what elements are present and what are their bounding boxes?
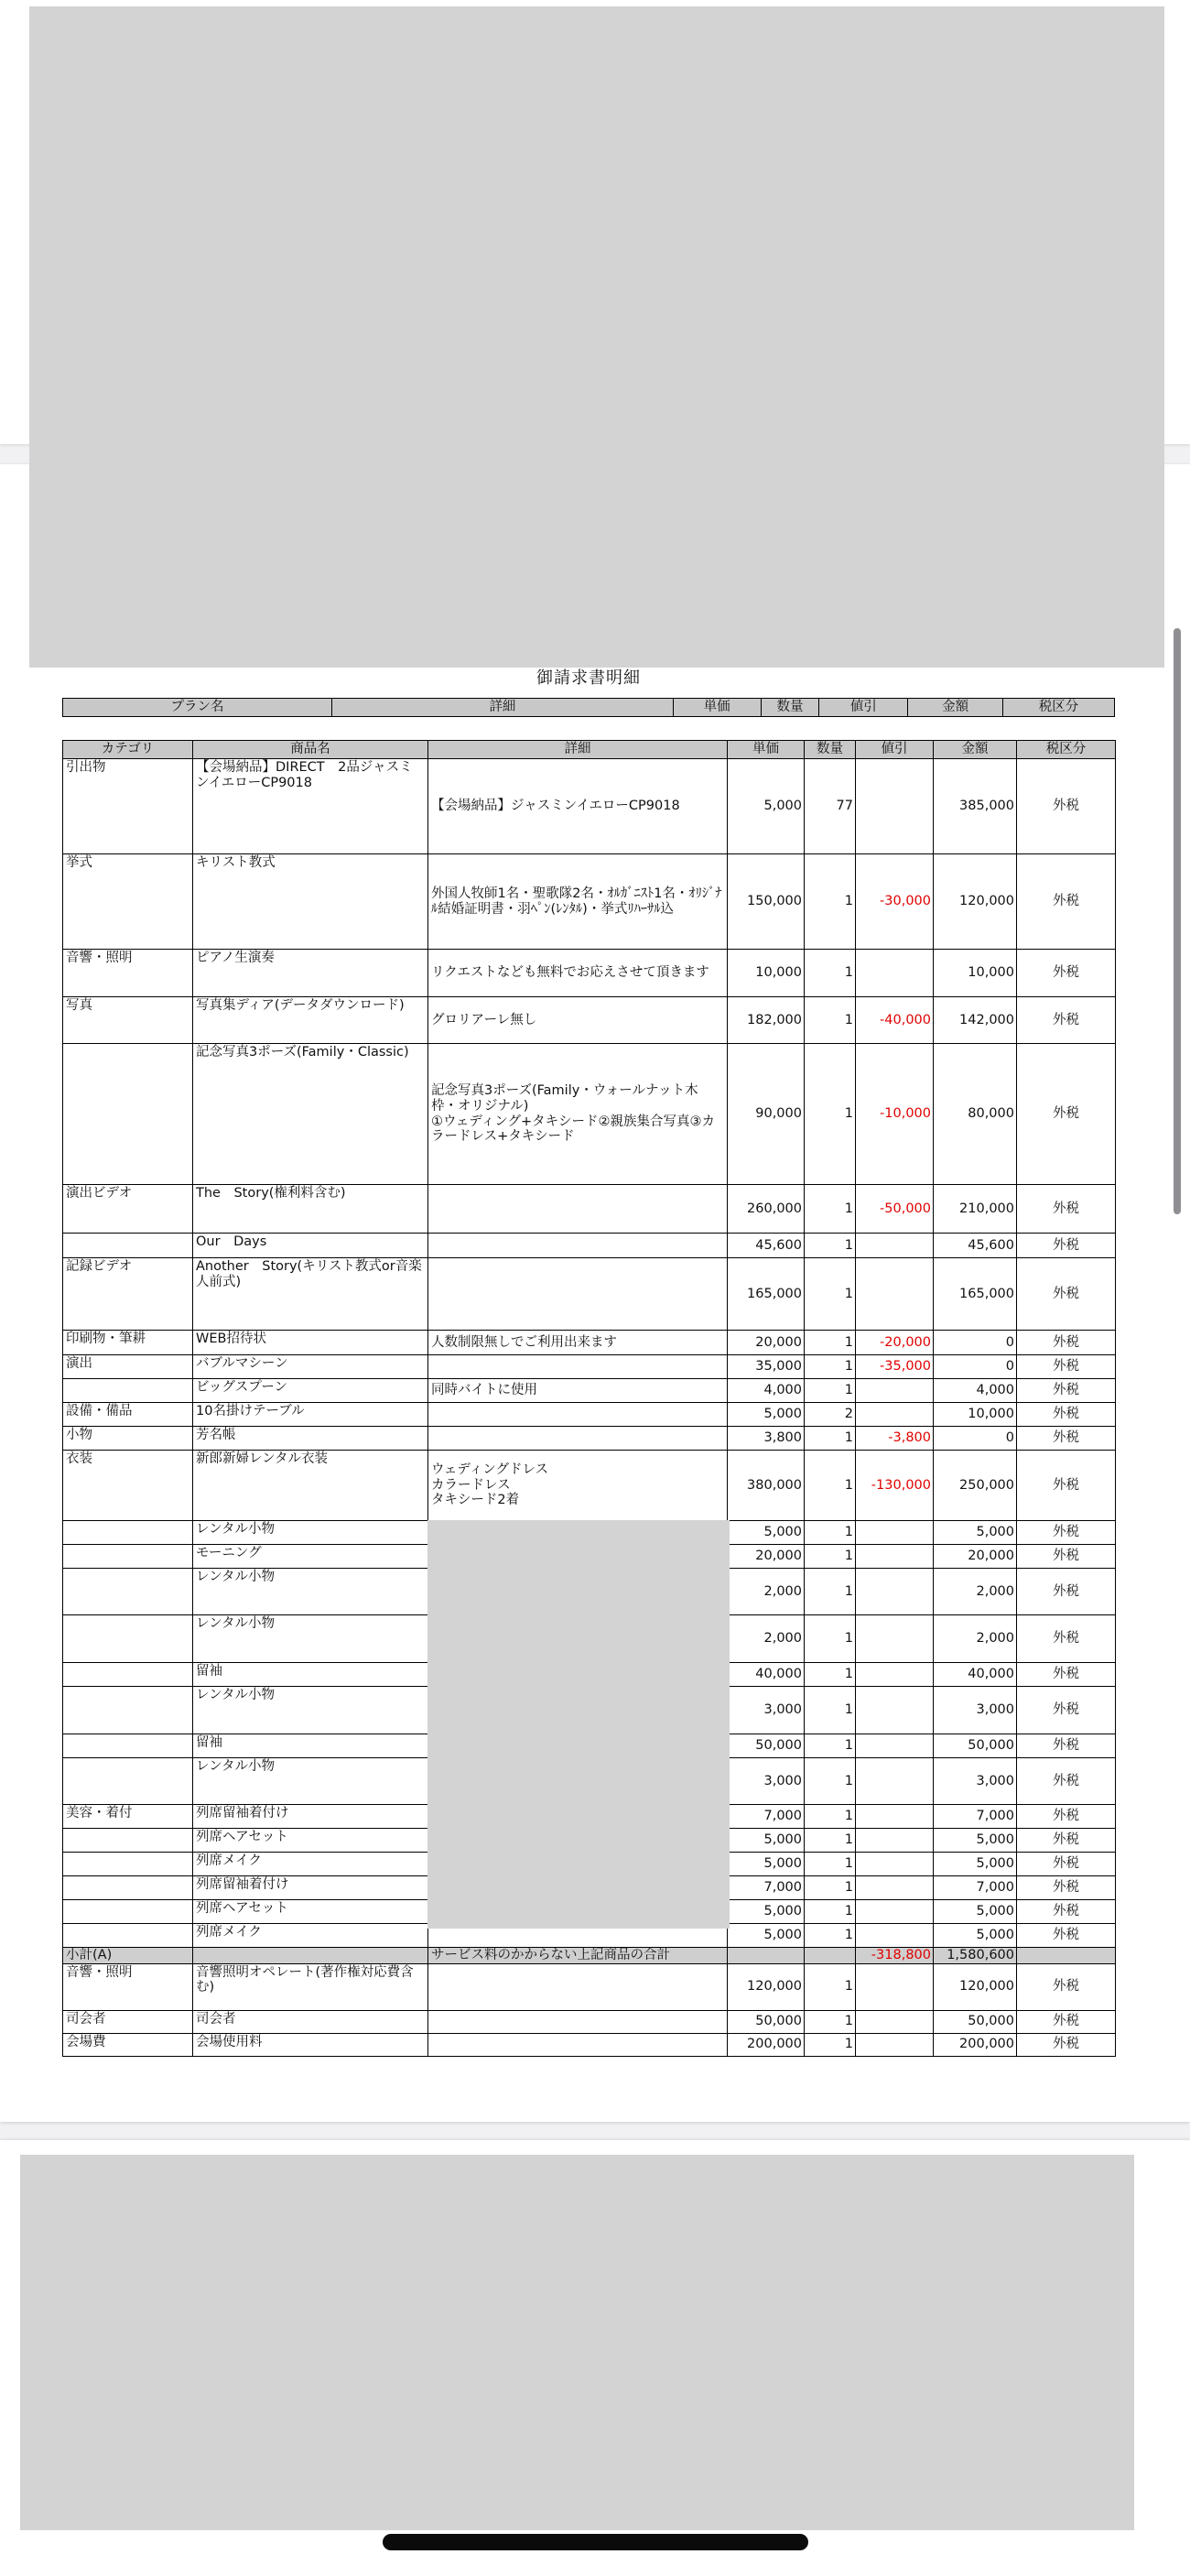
product-cell: 列席メイク: [193, 1853, 428, 1876]
table-row: [63, 1403, 1116, 1427]
detail-cell: グロリアーレ無し: [428, 997, 728, 1044]
category-cell: [63, 1663, 193, 1687]
tax-cell: 外税: [1017, 1900, 1116, 1924]
detail-cell: [428, 1355, 728, 1379]
discount-cell: [856, 1545, 934, 1569]
category-cell: [63, 1569, 193, 1615]
category-cell: [63, 1044, 193, 1185]
price-cell: 5,000: [728, 1853, 805, 1876]
vertical-scrollbar[interactable]: [1174, 628, 1181, 1214]
amount-cell: 165,000: [934, 1258, 1017, 1331]
subtotal-empty-cell: [728, 1948, 805, 1964]
product-header: 商品名: [193, 741, 428, 759]
tax-cell: 外税: [1017, 854, 1116, 950]
plan-amount-header: 金額: [908, 699, 1003, 717]
discount-cell: [856, 1663, 934, 1687]
product-cell: 新郎新婦レンタル衣装: [193, 1451, 428, 1521]
product-cell: 10名掛けテーブル: [193, 1403, 428, 1427]
tax-cell: 外税: [1017, 1687, 1116, 1734]
tax-cell: 外税: [1017, 950, 1116, 997]
tax-cell: 外税: [1017, 1615, 1116, 1663]
category-cell: [63, 1521, 193, 1545]
table-row: [63, 1258, 1116, 1331]
price-cell: 5,000: [728, 1900, 805, 1924]
product-cell: レンタル小物: [193, 1521, 428, 1545]
amount-cell: 45,600: [934, 1234, 1017, 1258]
table-row: [63, 759, 1116, 854]
product-cell: レンタル小物: [193, 1569, 428, 1615]
detail-cell: [428, 2033, 728, 2056]
category-cell: [63, 1734, 193, 1758]
amount-cell: 4,000: [934, 1379, 1017, 1403]
discount-cell: [856, 1258, 934, 1331]
detail-cell: [428, 1963, 728, 2010]
detail-cell: 【会場納品】ジャスミンイエローCP9018: [428, 759, 728, 854]
category-cell: [63, 1853, 193, 1876]
plan-qty-header: 数量: [761, 699, 819, 717]
product-cell: ピアノ生演奏: [193, 950, 428, 997]
discount-cell: [856, 1805, 934, 1829]
qty-cell: 1: [805, 1234, 856, 1258]
tax-cell: 外税: [1017, 997, 1116, 1044]
redacted-area-bottom: [20, 2155, 1134, 2530]
discount-cell: [856, 1900, 934, 1924]
discount-cell: -35,000: [856, 1355, 934, 1379]
amount-cell: 5,000: [934, 1924, 1017, 1948]
detail-cell: リクエストなども無料でお応えさせて頂きます: [428, 950, 728, 997]
table-row: [63, 1427, 1116, 1451]
category-cell: 演出: [63, 1355, 193, 1379]
qty-cell: 1: [805, 1758, 856, 1805]
category-cell: 音響・照明: [63, 950, 193, 997]
tax-cell: 外税: [1017, 1521, 1116, 1545]
discount-cell: -3,800: [856, 1427, 934, 1451]
product-cell: 列席メイク: [193, 1924, 428, 1948]
amount-cell: 10,000: [934, 950, 1017, 997]
product-cell: ビッグスプーン: [193, 1379, 428, 1403]
category-cell: [63, 1234, 193, 1258]
qty-cell: 1: [805, 1379, 856, 1403]
detail-cell: [428, 1427, 728, 1451]
category-cell: [63, 1379, 193, 1403]
price-cell: 45,600: [728, 1234, 805, 1258]
discount-cell: -10,000: [856, 1044, 934, 1185]
tax-cell: 外税: [1017, 1853, 1116, 1876]
qty-cell: 1: [805, 1734, 856, 1758]
detail-cell: ウェディングドレス カラードレス タキシード2着: [428, 1451, 728, 1521]
category-cell: [63, 1900, 193, 1924]
discount-cell: -130,000: [856, 1451, 934, 1521]
price-cell: 50,000: [728, 1734, 805, 1758]
amount-cell: 50,000: [934, 1734, 1017, 1758]
discount-cell: [856, 1758, 934, 1805]
qty-cell: 1: [805, 1663, 856, 1687]
discount-cell: [856, 1963, 934, 2010]
detail-cell: [428, 1185, 728, 1234]
qty-cell: 1: [805, 1427, 856, 1451]
category-cell: [63, 1829, 193, 1853]
discount-cell: [856, 2033, 934, 2056]
tax-cell: 外税: [1017, 2033, 1116, 2056]
detail-cell: 同時バイトに使用: [428, 1379, 728, 1403]
category-cell: 衣装: [63, 1451, 193, 1521]
detail-cell: [428, 2010, 728, 2033]
tax-cell: 外税: [1017, 1403, 1116, 1427]
tax-cell: 外税: [1017, 1663, 1116, 1687]
tax-cell: 外税: [1017, 1379, 1116, 1403]
qty-cell: 1: [805, 1963, 856, 2010]
document-title: 御請求書明細: [536, 668, 641, 688]
category-cell: [63, 1545, 193, 1569]
product-cell: レンタル小物: [193, 1615, 428, 1663]
product-cell: 列席ヘアセット: [193, 1900, 428, 1924]
tax-cell: 外税: [1017, 1451, 1116, 1521]
subtotal-empty-cell: [805, 1948, 856, 1964]
subtotal-discount: -318,800: [856, 1948, 934, 1964]
table-row: [63, 1044, 1116, 1185]
discount-cell: [856, 1924, 934, 1948]
price-cell: 4,000: [728, 1379, 805, 1403]
category-cell: [63, 1687, 193, 1734]
price-cell: 5,000: [728, 1521, 805, 1545]
product-cell: レンタル小物: [193, 1687, 428, 1734]
product-cell: 会場使用料: [193, 2033, 428, 2056]
discount-cell: [856, 1379, 934, 1403]
product-cell: バブルマシーン: [193, 1355, 428, 1379]
price-cell: 3,000: [728, 1758, 805, 1805]
discount-cell: [856, 1615, 934, 1663]
price-cell: 10,000: [728, 950, 805, 997]
qty-cell: 2: [805, 1403, 856, 1427]
discount-cell: [856, 1829, 934, 1853]
price-cell: 260,000: [728, 1185, 805, 1234]
amount-cell: 50,000: [934, 2010, 1017, 2033]
amount-cell: 7,000: [934, 1805, 1017, 1829]
amount-header: 金額: [934, 741, 1017, 759]
qty-cell: 1: [805, 1185, 856, 1234]
qty-cell: 1: [805, 1451, 856, 1521]
subtotal-label: 小計(A): [63, 1948, 193, 1964]
tax-cell: 外税: [1017, 1427, 1116, 1451]
price-cell: 380,000: [728, 1451, 805, 1521]
product-cell: 写真集ディア(データダウンロード): [193, 997, 428, 1044]
product-cell: 【会場納品】DIRECT 2品ジャスミンイエローCP9018: [193, 759, 428, 854]
tax-cell: 外税: [1017, 1258, 1116, 1331]
plan-tax-header: 税区分: [1002, 699, 1114, 717]
subtotal-empty-cell: [1017, 1948, 1116, 1964]
table-row: [63, 2010, 1116, 2033]
table-row: [63, 1379, 1116, 1403]
qty-cell: 1: [805, 1258, 856, 1331]
subtotal-empty-cell: [193, 1948, 428, 1964]
discount-cell: [856, 1521, 934, 1545]
amount-cell: 3,000: [934, 1758, 1017, 1805]
plan-name-header: プラン名: [63, 699, 332, 717]
price-cell: 5,000: [728, 1829, 805, 1853]
table-row: [63, 997, 1116, 1044]
plan-detail-header: 詳細: [332, 699, 674, 717]
product-cell: 列席ヘアセット: [193, 1829, 428, 1853]
tax-cell: 外税: [1017, 1805, 1116, 1829]
discount-cell: -40,000: [856, 997, 934, 1044]
amount-cell: 7,000: [934, 1876, 1017, 1900]
plan-header-row: [63, 699, 1115, 717]
price-cell: 120,000: [728, 1963, 805, 2010]
discount-cell: -50,000: [856, 1185, 934, 1234]
tax-cell: 外税: [1017, 1876, 1116, 1900]
discount-cell: [856, 759, 934, 854]
category-cell: 演出ビデオ: [63, 1185, 193, 1234]
tax-cell: 外税: [1017, 2010, 1116, 2033]
table-row: [63, 2033, 1116, 2056]
qty-cell: 1: [805, 1521, 856, 1545]
discount-cell: -20,000: [856, 1331, 934, 1355]
price-cell: 5,000: [728, 759, 805, 854]
product-cell: レンタル小物: [193, 1758, 428, 1805]
category-cell: [63, 1615, 193, 1663]
amount-cell: 120,000: [934, 854, 1017, 950]
tax-cell: 外税: [1017, 1185, 1116, 1234]
qty-cell: 1: [805, 2010, 856, 2033]
tax-cell: 外税: [1017, 1734, 1116, 1758]
tax-cell: 外税: [1017, 1331, 1116, 1355]
qty-cell: 1: [805, 854, 856, 950]
subtotal-row: [63, 1948, 1116, 1964]
category-cell: [63, 1876, 193, 1900]
subtotal-amount: 1,580,600: [934, 1948, 1017, 1964]
discount-cell: [856, 1876, 934, 1900]
price-cell: 5,000: [728, 1403, 805, 1427]
product-cell: 芳名帳: [193, 1427, 428, 1451]
detail-cell: 人数制限無しでご利用出来ます: [428, 1331, 728, 1355]
category-cell: 写真: [63, 997, 193, 1044]
category-cell: 引出物: [63, 759, 193, 854]
product-cell: Our Days: [193, 1234, 428, 1258]
product-cell: キリスト教式: [193, 854, 428, 950]
plan-discount-header: 値引: [819, 699, 908, 717]
category-cell: 設備・備品: [63, 1403, 193, 1427]
price-cell: 7,000: [728, 1876, 805, 1900]
amount-cell: 80,000: [934, 1044, 1017, 1185]
table-row: [63, 1451, 1116, 1521]
qty-cell: 1: [805, 1805, 856, 1829]
tax-header: 税区分: [1017, 741, 1116, 759]
discount-cell: [856, 1234, 934, 1258]
tax-cell: 外税: [1017, 1569, 1116, 1615]
amount-cell: 20,000: [934, 1545, 1017, 1569]
category-cell: [63, 1924, 193, 1948]
amount-cell: 5,000: [934, 1900, 1017, 1924]
tax-cell: 外税: [1017, 1829, 1116, 1853]
price-cell: 90,000: [728, 1044, 805, 1185]
qty-cell: 1: [805, 1545, 856, 1569]
amount-cell: 0: [934, 1427, 1017, 1451]
price-cell: 20,000: [728, 1331, 805, 1355]
price-header: 単価: [728, 741, 805, 759]
product-cell: 留袖: [193, 1734, 428, 1758]
amount-cell: 5,000: [934, 1521, 1017, 1545]
tax-cell: 外税: [1017, 1355, 1116, 1379]
qty-cell: 1: [805, 1829, 856, 1853]
discount-cell: [856, 950, 934, 997]
price-cell: 50,000: [728, 2010, 805, 2033]
amount-cell: 5,000: [934, 1829, 1017, 1853]
price-cell: 40,000: [728, 1663, 805, 1687]
price-cell: 3,800: [728, 1427, 805, 1451]
discount-cell: [856, 1403, 934, 1427]
price-cell: 200,000: [728, 2033, 805, 2056]
qty-cell: 1: [805, 1853, 856, 1876]
qty-header: 数量: [805, 741, 856, 759]
qty-cell: 1: [805, 997, 856, 1044]
discount-cell: [856, 2010, 934, 2033]
detail-cell: [428, 1234, 728, 1258]
product-cell: The Story(権利料含む): [193, 1185, 428, 1234]
category-cell: 美容・着付: [63, 1805, 193, 1829]
tax-cell: 外税: [1017, 1963, 1116, 2010]
detail-header: 詳細: [428, 741, 728, 759]
qty-cell: 1: [805, 2033, 856, 2056]
category-cell: 司会者: [63, 2010, 193, 2033]
subtotal-detail: サービス料のかからない上記商品の合計: [428, 1948, 728, 1964]
amount-cell: 5,000: [934, 1853, 1017, 1876]
plan-header-table: [62, 698, 1115, 717]
discount-cell: [856, 1734, 934, 1758]
qty-cell: 1: [805, 1331, 856, 1355]
table-row: [63, 1355, 1116, 1379]
price-cell: 2,000: [728, 1615, 805, 1663]
qty-cell: 1: [805, 1687, 856, 1734]
category-header: カテゴリ: [63, 741, 193, 759]
table-row: [63, 1963, 1116, 2010]
table-row: [63, 1185, 1116, 1234]
category-cell: 小物: [63, 1427, 193, 1451]
table-row: [63, 1331, 1116, 1355]
product-cell: 留袖: [193, 1663, 428, 1687]
detail-cell: [428, 1403, 728, 1427]
category-cell: [63, 1758, 193, 1805]
category-cell: 挙式: [63, 854, 193, 950]
tax-cell: 外税: [1017, 759, 1116, 854]
amount-cell: 120,000: [934, 1963, 1017, 2010]
qty-cell: 1: [805, 1044, 856, 1185]
table-row: [63, 950, 1116, 997]
amount-cell: 2,000: [934, 1569, 1017, 1615]
price-cell: 20,000: [728, 1545, 805, 1569]
product-cell: 列席留袖着付け: [193, 1876, 428, 1900]
price-cell: 2,000: [728, 1569, 805, 1615]
product-cell: 司会者: [193, 2010, 428, 2033]
detail-cell: 外国人牧師1名・聖歌隊2名・ｵﾙｶﾞﾆｽﾄ1名・ｵﾘｼﾞﾅﾙ結婚証明書・羽ﾍﾟﾝ(ﾚﾝﾀﾙ)・挙式ﾘﾊｰｻﾙ込: [428, 854, 728, 950]
qty-cell: 1: [805, 1569, 856, 1615]
column-header-row: [63, 741, 1116, 759]
product-cell: WEB招待状: [193, 1331, 428, 1355]
amount-cell: 40,000: [934, 1663, 1017, 1687]
product-cell: 音響照明オペレート(著作権対応費含む): [193, 1963, 428, 2010]
product-cell: 列席留袖着付け: [193, 1805, 428, 1829]
discount-header: 値引: [856, 741, 934, 759]
amount-cell: 10,000: [934, 1403, 1017, 1427]
discount-cell: [856, 1687, 934, 1734]
qty-cell: 1: [805, 950, 856, 997]
price-cell: 35,000: [728, 1355, 805, 1379]
detail-cell: [428, 1258, 728, 1331]
amount-cell: 142,000: [934, 997, 1017, 1044]
detail-cell: 記念写真3ポーズ(Family・ウォールナット木枠・オリジナル) ①ウェディング+タキシード②親族集合写真③カラードレス+タキシード: [428, 1044, 728, 1185]
redacted-detail-area: [427, 1520, 730, 1929]
home-indicator[interactable]: [383, 2534, 808, 2550]
tax-cell: 外税: [1017, 1044, 1116, 1185]
category-cell: 印刷物・筆耕: [63, 1331, 193, 1355]
amount-cell: 0: [934, 1331, 1017, 1355]
amount-cell: 3,000: [934, 1687, 1017, 1734]
redacted-area-top: [29, 6, 1164, 668]
tax-cell: 外税: [1017, 1234, 1116, 1258]
qty-cell: 1: [805, 1355, 856, 1379]
qty-cell: 77: [805, 759, 856, 854]
product-cell: Another Story(キリスト教式or音楽人前式): [193, 1258, 428, 1331]
table-row: [63, 854, 1116, 950]
category-cell: 記録ビデオ: [63, 1258, 193, 1331]
amount-cell: 385,000: [934, 759, 1017, 854]
amount-cell: 200,000: [934, 2033, 1017, 2056]
discount-cell: -30,000: [856, 854, 934, 950]
price-cell: 3,000: [728, 1687, 805, 1734]
discount-cell: [856, 1853, 934, 1876]
product-cell: モーニング: [193, 1545, 428, 1569]
amount-cell: 250,000: [934, 1451, 1017, 1521]
qty-cell: 1: [805, 1900, 856, 1924]
product-cell: 記念写真3ポーズ(Family・Classic): [193, 1044, 428, 1185]
amount-cell: 0: [934, 1355, 1017, 1379]
qty-cell: 1: [805, 1924, 856, 1948]
qty-cell: 1: [805, 1615, 856, 1663]
price-cell: 7,000: [728, 1805, 805, 1829]
table-row: [63, 1234, 1116, 1258]
tax-cell: 外税: [1017, 1924, 1116, 1948]
price-cell: 182,000: [728, 997, 805, 1044]
tax-cell: 外税: [1017, 1758, 1116, 1805]
tax-cell: 外税: [1017, 1545, 1116, 1569]
plan-price-header: 単価: [673, 699, 761, 717]
price-cell: 5,000: [728, 1924, 805, 1948]
amount-cell: 210,000: [934, 1185, 1017, 1234]
qty-cell: 1: [805, 1876, 856, 1900]
price-cell: 165,000: [728, 1258, 805, 1331]
category-cell: 会場費: [63, 2033, 193, 2056]
discount-cell: [856, 1569, 934, 1615]
category-cell: 音響・照明: [63, 1963, 193, 2010]
amount-cell: 2,000: [934, 1615, 1017, 1663]
price-cell: 150,000: [728, 854, 805, 950]
